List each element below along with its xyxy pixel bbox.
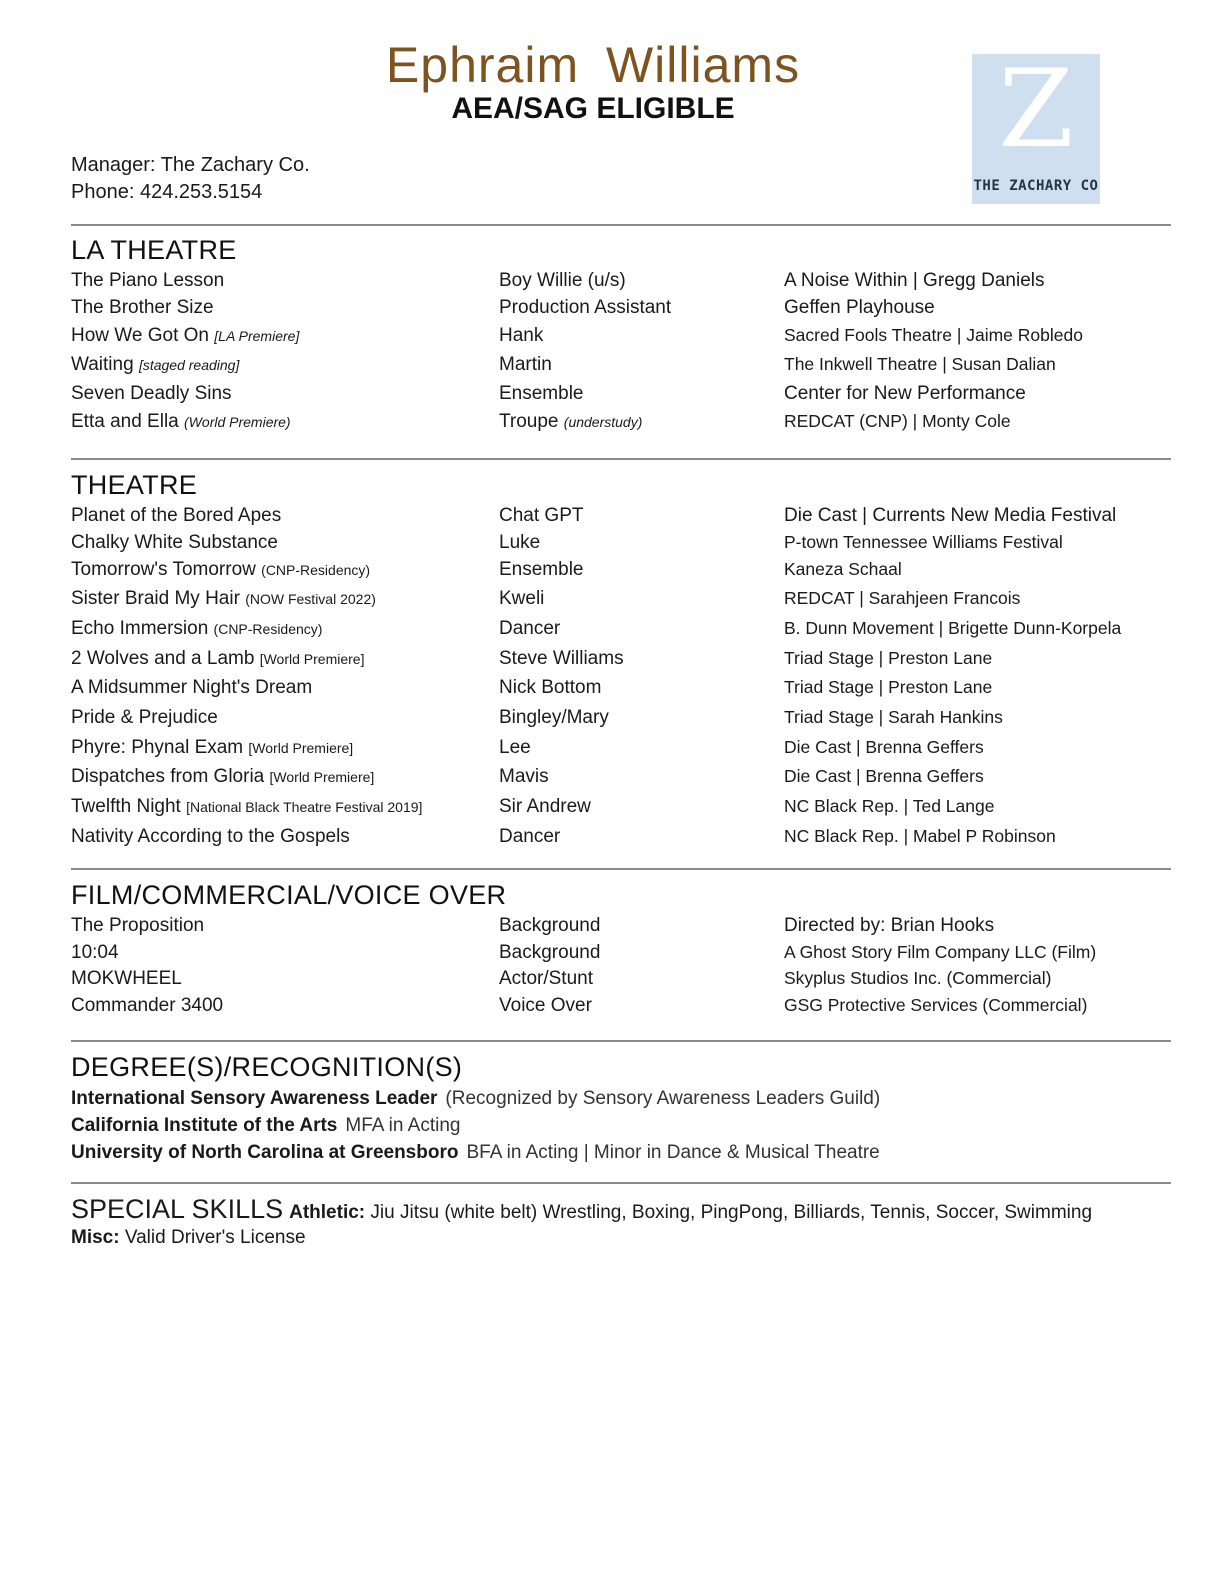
credit-title (71, 297, 214, 319)
role-text: Background (499, 942, 601, 963)
credit-venue: Triad Stage | Sarah Hankins (784, 707, 1003, 727)
credit-title (71, 325, 299, 347)
title-text: The Brother Size (71, 297, 214, 318)
skills-section (71, 1194, 1171, 1249)
credit-row (71, 354, 1171, 383)
title-text: Dispatches from Gloria (71, 766, 270, 787)
credit-role (499, 411, 642, 433)
credit-role (499, 995, 592, 1017)
credit-role (499, 707, 609, 729)
credit-title (71, 915, 204, 937)
credit-venue: Die Cast | Brenna Geffers (784, 737, 984, 757)
role-text: Production Assistant (499, 297, 672, 318)
title-text: A Midsummer Night's Dream (71, 677, 313, 698)
title-note: [World Premiere] (269, 769, 375, 785)
credit-row (71, 677, 1171, 707)
credit-row (71, 325, 1171, 354)
credit-role (499, 942, 600, 964)
title-text: Etta and Ella (71, 411, 185, 432)
union-status: AEA/SAG ELIGIBLE (451, 92, 735, 125)
role-text: Dancer (499, 618, 561, 639)
credit-title (71, 383, 232, 405)
credit-title (71, 796, 422, 818)
role-text: Bingley/Mary (499, 707, 609, 728)
degree-item (71, 1112, 1171, 1139)
credit-title (71, 270, 224, 292)
role-text: Chat GPT (499, 505, 584, 526)
credit-title (71, 707, 218, 729)
credit-title (71, 942, 119, 964)
credit-title (71, 532, 278, 554)
credit-row (71, 383, 1171, 411)
credit-venue: Skyplus Studios Inc. (Commercial) (784, 968, 1052, 988)
credit-row (71, 588, 1171, 618)
athletic-label: Athletic: (289, 1202, 366, 1223)
theatre-section (71, 470, 1171, 500)
credit-title (71, 559, 370, 581)
credit-venue: The Inkwell Theatre | Susan Dalian (784, 354, 1056, 374)
role-text: Mavis (499, 766, 549, 787)
credit-row (71, 411, 1171, 439)
credit-role (499, 354, 552, 376)
credit-title (71, 737, 353, 759)
credit-role (499, 915, 600, 937)
credit-row (71, 270, 1171, 297)
manager-line: Manager: The Zachary Co. (71, 154, 310, 176)
title-note: [staged reading] (138, 357, 240, 373)
title-text: Pride & Prejudice (71, 707, 218, 728)
credit-venue: REDCAT | Sarahjeen Francois (784, 588, 1021, 608)
section-heading: FILM/COMMERCIAL/VOICE OVER (71, 880, 507, 910)
credit-title (71, 588, 376, 610)
credit-row (71, 826, 1171, 856)
actor-name: Ephraim Williams (385, 37, 801, 93)
title-text: Twelfth Night (71, 796, 187, 817)
title-note: [National Black Theatre Festival 2019] (186, 799, 423, 815)
title-text: Echo Immersion (71, 618, 214, 639)
title-note: (CNP-Residency) (213, 621, 323, 637)
credit-row (71, 968, 1171, 995)
role-text: Troupe (499, 411, 564, 432)
logo-text: THE ZACHARY CO (973, 178, 1099, 194)
credit-row (71, 766, 1171, 796)
credit-role (499, 505, 583, 527)
role-text: Background (499, 915, 601, 936)
credit-role (499, 677, 601, 699)
degree-name: California Institute of the Arts (71, 1115, 338, 1136)
credit-row (71, 796, 1171, 826)
title-text: Waiting (71, 354, 139, 375)
role-note: (understudy) (563, 414, 643, 430)
credit-row (71, 737, 1171, 766)
title-note: [LA Premiere] (214, 328, 300, 344)
athletic-skills-line (71, 1194, 1171, 1225)
credit-role (499, 737, 531, 759)
title-text: Seven Deadly Sins (71, 383, 232, 404)
contact-block (71, 152, 310, 206)
section-heading: DEGREE(S)/RECOGNITION(S) (71, 1052, 463, 1082)
credit-venue: Triad Stage | Preston Lane (784, 677, 993, 697)
divider (71, 868, 1171, 870)
role-text: Sir Andrew (499, 796, 591, 817)
phone-line: Phone: 424.253.5154 (71, 181, 263, 203)
credit-venue: REDCAT (CNP) | Monty Cole (784, 411, 1011, 431)
credit-row (71, 297, 1171, 325)
title-note: (NOW Festival 2022) (245, 591, 376, 607)
credit-role (499, 297, 671, 319)
credit-venue: Die Cast | Currents New Media Festival (784, 505, 1117, 526)
degree-description: BFA in Acting | Minor in Dance & Musical Theatre (466, 1142, 880, 1163)
credit-role (499, 383, 584, 405)
title-note: [World Premiere] (248, 740, 354, 756)
credit-title (71, 648, 364, 670)
role-text: Martin (499, 354, 552, 375)
role-text: Steve Williams (499, 648, 624, 669)
credit-row (71, 618, 1171, 648)
degree-item (71, 1085, 1171, 1112)
credit-venue: Directed by: Brian Hooks (784, 915, 995, 936)
title-text: Sister Braid My Hair (71, 588, 246, 609)
credit-title (71, 995, 223, 1017)
credit-venue: Die Cast | Brenna Geffers (784, 766, 984, 786)
credit-venue: Kaneza Schaal (784, 559, 902, 579)
title-text: 2 Wolves and a Lamb (71, 648, 260, 669)
credit-title (71, 618, 322, 640)
divider (71, 1040, 1171, 1042)
credit-venue: Center for New Performance (784, 383, 1026, 404)
credit-row (71, 532, 1171, 559)
credit-title (71, 354, 239, 376)
title-text: Phyre: Phynal Exam (71, 737, 249, 758)
role-text: Dancer (499, 826, 561, 847)
credit-row (71, 707, 1171, 737)
role-text: Luke (499, 532, 541, 553)
section-heading: LA THEATRE (71, 235, 237, 265)
credit-role (499, 968, 593, 990)
logo-letter: Z (998, 47, 1074, 172)
title-text: MOKWHEEL (71, 968, 182, 989)
title-text: Planet of the Bored Apes (71, 505, 282, 526)
credit-row (71, 915, 1171, 942)
role-text: Boy Willie (u/s) (499, 270, 626, 291)
athletic-skills: Jiu Jitsu (white belt) Wrestling, Boxing, PingPong, Billiards, Tennis, Soccer, Swimming (365, 1202, 1093, 1223)
credit-role (499, 648, 624, 670)
credit-title (71, 826, 350, 848)
title-text: How We Got On (71, 325, 215, 346)
title-note: (World Premiere) (184, 414, 291, 430)
credit-title (71, 968, 182, 990)
title-note: (CNP-Residency) (261, 562, 371, 578)
role-text: Nick Bottom (499, 677, 602, 698)
credit-row (71, 559, 1171, 588)
role-text: Actor/Stunt (499, 968, 593, 989)
title-text: The Piano Lesson (71, 270, 225, 291)
role-text: Ensemble (499, 559, 584, 580)
la-theatre-section (71, 235, 1171, 265)
divider (71, 458, 1171, 460)
title-text: Chalky White Substance (71, 532, 278, 553)
credit-venue: NC Black Rep. | Mabel P Robinson (784, 826, 1056, 846)
credit-role (499, 588, 544, 610)
credit-venue: B. Dunn Movement | Brigette Dunn-Korpela (784, 618, 1122, 638)
credit-role (499, 796, 591, 818)
credit-venue: NC Black Rep. | Ted Lange (784, 796, 995, 816)
credit-role (499, 325, 543, 347)
credit-venue: A Ghost Story Film Company LLC (Film) (784, 942, 1097, 962)
title-text: Nativity According to the Gospels (71, 826, 350, 847)
role-text: Hank (499, 325, 544, 346)
credit-row (71, 648, 1171, 677)
credit-title (71, 766, 374, 788)
divider (71, 224, 1171, 226)
degree-description: MFA in Acting (345, 1115, 461, 1136)
credit-venue: P-town Tennessee Williams Festival (784, 532, 1063, 552)
degree-name: University of North Carolina at Greensboro (71, 1142, 459, 1163)
credit-venue: Sacred Fools Theatre | Jaime Robledo (784, 325, 1083, 345)
credit-row (71, 995, 1171, 1022)
credit-role (499, 826, 560, 848)
credit-role (499, 270, 626, 292)
title-note: [World Premiere] (259, 651, 365, 667)
credit-venue: GSG Protective Services (Commercial) (784, 995, 1088, 1015)
film-section (71, 880, 1171, 910)
title-text: Commander 3400 (71, 995, 224, 1016)
title-text: 10:04 (71, 942, 119, 963)
credit-venue: A Noise Within | Gregg Daniels (784, 270, 1045, 291)
degrees-section (71, 1052, 1171, 1082)
section-heading: THEATRE (71, 470, 198, 500)
credit-venue: Triad Stage | Preston Lane (784, 648, 993, 668)
title-text: Tomorrow's Tomorrow (71, 559, 262, 580)
credit-role (499, 559, 584, 581)
degrees-list (71, 1085, 1171, 1166)
degree-name: International Sensory Awareness Leader (71, 1088, 438, 1109)
degree-item (71, 1139, 1171, 1166)
credit-venue: Geffen Playhouse (784, 297, 935, 318)
credit-role (499, 532, 540, 554)
degree-description: (Recognized by Sensory Awareness Leaders Guild) (445, 1088, 881, 1109)
role-text: Kweli (499, 588, 545, 609)
credit-role (499, 766, 549, 788)
role-text: Ensemble (499, 383, 584, 404)
divider (71, 1182, 1171, 1184)
credit-title (71, 505, 281, 527)
misc-skills-line (71, 1227, 1171, 1249)
agency-logo (972, 47, 1100, 204)
role-text: Lee (499, 737, 531, 758)
credit-role (499, 618, 560, 640)
section-heading: SPECIAL SKILLS (71, 1194, 284, 1224)
misc-skills: Valid Driver's License (119, 1227, 306, 1248)
misc-label: Misc: (71, 1227, 120, 1248)
credit-title (71, 677, 312, 699)
credit-row (71, 505, 1171, 532)
credit-row (71, 942, 1171, 968)
role-text: Voice Over (499, 995, 592, 1016)
title-text: The Proposition (71, 915, 205, 936)
credit-title (71, 411, 291, 433)
